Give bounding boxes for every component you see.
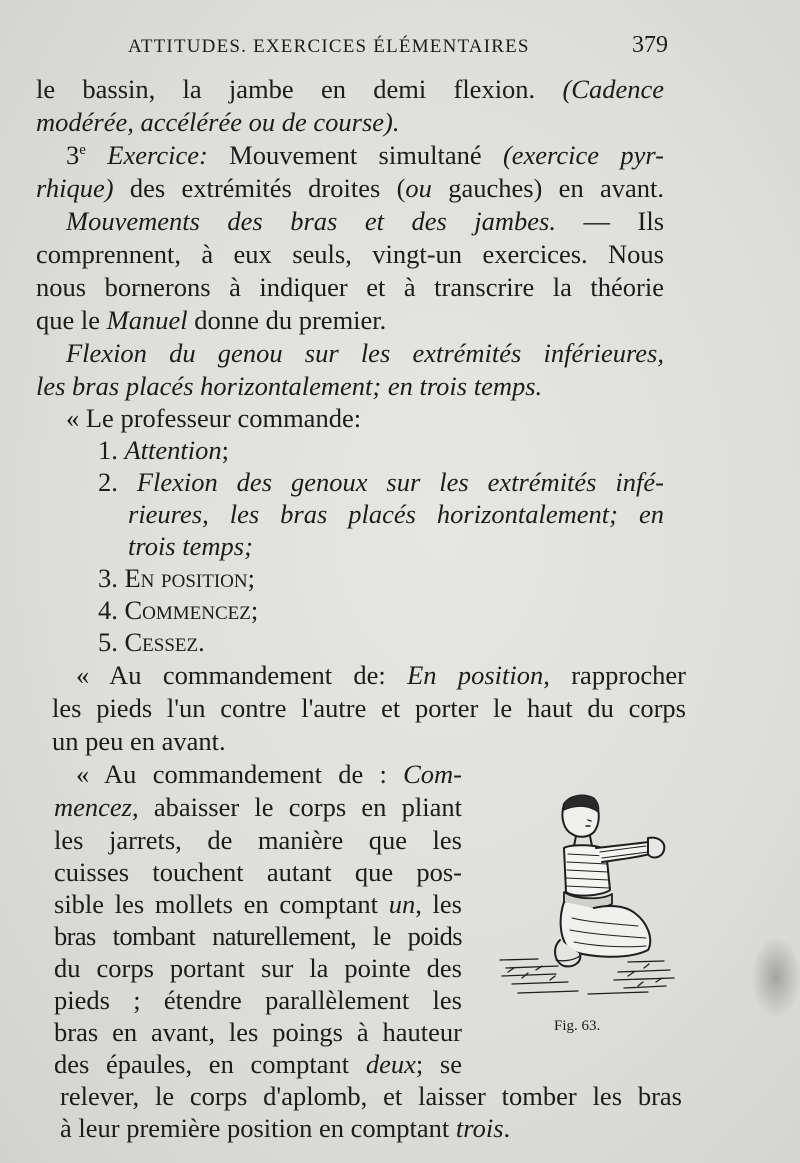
list-item: 1. Attention; xyxy=(98,435,230,465)
kneeling-man-engraving-icon xyxy=(498,790,678,1010)
text-line: bras en avant, les poings à hauteur xyxy=(54,1017,462,1047)
list-item: 2. Flexion des genoux sur les extrémités infé- xyxy=(98,467,664,497)
page-number: 379 xyxy=(632,32,668,58)
text-line: Flexion du genou sur les extrémités inférieures, xyxy=(66,338,664,368)
text-line: 3e Exercice: Mouvement simultané (exercice pyr- xyxy=(66,140,664,170)
text-line: cuisses touchent autant que pos- xyxy=(54,857,462,887)
list-item-continuation: trois temps; xyxy=(128,531,253,561)
text-line: sible les mollets en comptant un, les xyxy=(54,889,462,919)
text-line: bras tombant naturellement, le poids xyxy=(54,921,462,951)
list-item: 5. Cessez. xyxy=(98,627,205,657)
text-line: « Au commandement de : Com- xyxy=(76,759,462,789)
list-item-continuation: rieures, les bras placés horizontalement; en xyxy=(128,499,664,529)
text-line: à leur première position en comptant trois. xyxy=(60,1113,511,1143)
text-line: les bras placés horizontalement; en trois temps. xyxy=(36,371,543,401)
text-line: mencez, abaisser le corps en pliant xyxy=(54,792,462,822)
text-line: des épaules, en comptant deux; se xyxy=(54,1049,462,1079)
text-line: comprennent, à eux seuls, vingt-un exercices. Nous xyxy=(36,239,664,269)
text-line: rhique) des extrémités droites (ou gauches) en avant. xyxy=(36,173,665,203)
text-line: les pieds l'un contre l'autre et porter le haut du corps xyxy=(52,693,686,723)
text-line: « Au commandement de: En position, rapprocher xyxy=(76,660,686,690)
text-line: pieds ; étendre parallèlement les xyxy=(54,985,462,1015)
text-line: Mouvements des bras et des jambes. — Ils xyxy=(66,206,665,236)
text-line: modérée, accélérée ou de course). xyxy=(36,107,400,137)
text-line: « Le professeur commande: xyxy=(66,403,362,433)
text-line: un peu en avant. xyxy=(52,726,226,756)
text-line: relever, le corps d'aplomb, et laisser tomber les bras xyxy=(60,1081,682,1111)
text-line: le bassin, la jambe en demi flexion. (Cadence xyxy=(36,74,664,104)
text-line: du corps portant sur la pointe des xyxy=(54,953,462,983)
figure-caption: Fig. 63. xyxy=(554,1018,601,1034)
text-line: nous bornerons à indiquer et à transcrire la théorie xyxy=(36,272,664,302)
list-item: 4. Commencez; xyxy=(98,595,259,625)
header-title: ATTITUDES. EXERCICES ÉLÉMENTAIRES xyxy=(128,36,530,57)
text-line: que le Manuel donne du premier. xyxy=(36,305,387,335)
paper-stain xyxy=(752,938,800,1016)
text-line: les jarrets, de manière que les xyxy=(54,825,462,855)
list-item: 3. En position; xyxy=(98,563,255,593)
